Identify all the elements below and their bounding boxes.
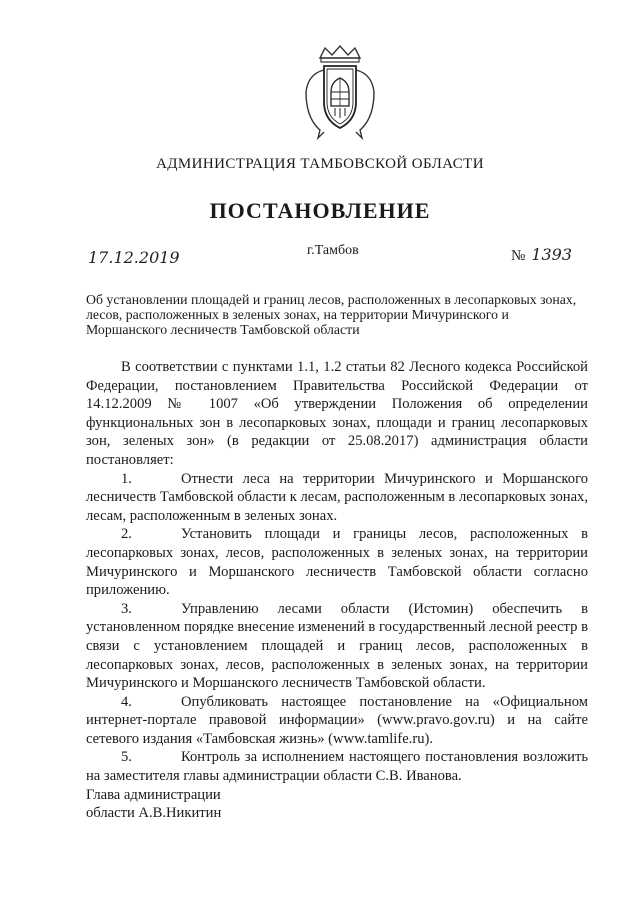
item-number: 1.: [121, 470, 132, 487]
signature-name: области А.В.Никитин: [86, 805, 222, 821]
list-item: [86, 525, 588, 599]
organization-title: АДМИНИСТРАЦИЯ ТАМБОВСКОЙ ОБЛАСТИ: [156, 156, 484, 172]
coat-of-arms-emblem: [298, 44, 382, 140]
document-subject: Об установлении площадей и границ лесов, расположенных в лесопарковых зонах, лесов, расположенных в зеленых зонах, на территории Мичуринского и Моршанского лесничеств Тамбовской области: [86, 292, 577, 337]
item-text: Управлению лесами области (Истомин) обеспечить в установленном порядке внесение изменений в государственный лесной реестр в связи с установлением площадей и границ лесов, расположенных в лесопарковых зонах, лесов, расположенных в зеленых зонах, на территории Мичуринского и Моршанского лесничеств Тамбовской области.: [86, 600, 588, 692]
list-item: [86, 600, 588, 693]
item-number: 2.: [121, 526, 132, 543]
item-text: Опубликовать настоящее постановление на «Официальном интернет-портале правовой информации» (www.pravo.gov.ru) и на сайте сетевого издания «Тамбовская жизнь» (www.tamlife.ru).: [86, 693, 588, 747]
number-value: 1393: [531, 245, 573, 264]
document-body: [86, 358, 588, 786]
document-type-heading: ПОСТАНОВЛЕНИЕ: [209, 198, 431, 223]
item-text: Контроль за исполнением настоящего постановления возложить на заместителя главы администрации области С.В. Иванова.: [86, 749, 588, 785]
item-text: Отнести леса на территории Мичуринского и Моршанского лесничеств Тамбовской области к лесам, расположенным в лесопарковых зонах, лесам, расположенным в зеленых зонах.: [86, 470, 588, 524]
document-number: [511, 245, 572, 265]
item-number: 3.: [121, 600, 132, 617]
signature-position: Глава администрации: [86, 787, 221, 803]
number-sign: №: [511, 248, 526, 264]
list-item: [86, 470, 588, 526]
item-number: 5.: [121, 749, 132, 766]
signature-block: [86, 786, 221, 822]
document-date: 17.12.2019: [88, 248, 180, 267]
list-item: [86, 748, 588, 785]
list-item: [86, 693, 588, 749]
document-city: г.Тамбов: [307, 243, 359, 258]
item-text: Установить площади и границы лесов, расположенных в лесопарковых зонах, лесов, расположенных в зеленых зонах, на территории Мичуринского и Моршанского лесничеств Тамбовской области согласно приложению.: [86, 526, 588, 599]
preamble-paragraph: В соответствии с пунктами 1.1, 1.2 статьи 82 Лесного кодекса Российской Федерации, постановлением Правительства Российской Федерации от 14.12.2009 № 1007 «Об утверждении Положения об определении функциональных зон в лесопарковых зонах, площади и границ лесопарковых зон, зеленых зон» (в редакции от 25.08.2017) администрация области постановляет:: [86, 359, 588, 468]
item-number: 4.: [121, 693, 132, 710]
